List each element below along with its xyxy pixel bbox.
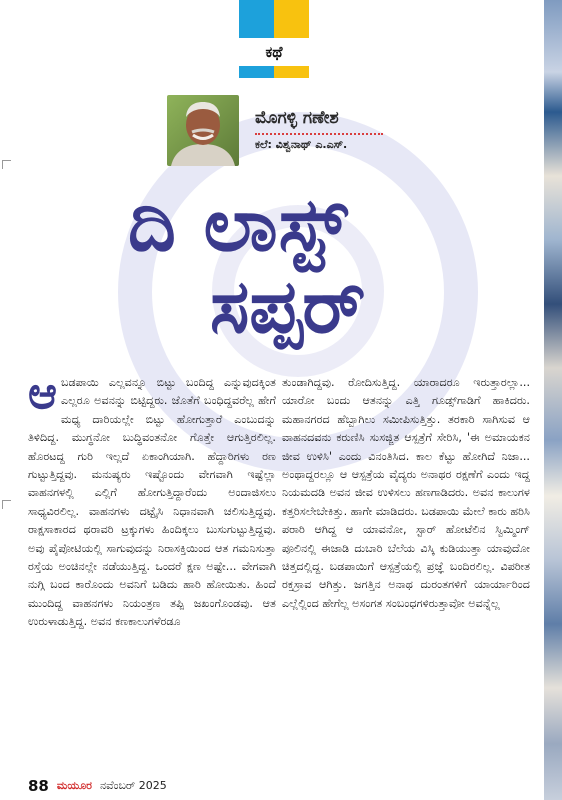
body-text-left: ಬಡಪಾಯಿ ಎಲ್ಲವನ್ನೂ ಬಿಟ್ಟು ಬಂದಿದ್ದ ಎನ್ನುವುದಕ್ಕಿಂತ ಎಲ್ಲರೂ ಅವನನ್ನು ಬಿಟ್ಟಿದ್ದರು. ಜೊತೆಗೆ ಬಂಧಿದ್ದವರೆಲ್ಲ ಹೇಗೆ ಮಧ್ಯ ದಾರಿಯಲ್ಲೇ ಬಿಟ್ಟು ಹೋಗುತ್ತಾರೆ ಎಂಬುದನ್ನು ತಿಳಿದಿದ್ದ. ಮುಗ್ಧನೋ ಬುದ್ಧಿವಂತನೋ ಗೊತ್ತೇ ಆಗುತ್ತಿರಲಿಲ್ಲ. ಹೊರಟದ್ದ ಗುರಿ ಇಲ್ಲದೆ ಏಕಾಂಗಿಯಾಗಿ. ಹೆದ್ದಾರಿಗಳು ರಣ ಗುಟ್ಟುತ್ತಿದ್ದವು. ಮನುಷ್ಯರು ಇಷ್ಟೊಂದು ವೇಗವಾಗಿ ಇಷ್ಟೆಲ್ಲಾ ವಾಹನಗಳಲ್ಲಿ ಎಲ್ಲಿಗೆ ಹೋಗುತ್ತಿದ್ದಾರೆಂದು ಅಂದಾಜಿಸಲು ಸಾಧ್ಯವಿರಲಿಲ್ಲ. ವಾಹನಗಳು ದಟ್ಟೈಸಿ ನಿಧಾನವಾಗಿ ಚಲಿಸುತ್ತಿದ್ದವು. ರಾಕ್ಷಸಾಕಾರದ ಥರಾವರಿ ಟ್ರಕ್ಕುಗಳು ಹಿಂದಿಕ್ಕಲು ಬುಸುಗುಟ್ಟುತ್ತಿದ್ದವು. ಅವು ಪೈಪೋಟಿಯಲ್ಲಿ ಸಾಗುವುದನ್ನು ನಿರಾಸಕ್ತಿಯಿಂದ ಆತ ಗಮನಿಸುತ್ತಾ ರಸ್ತೆಯ ಅಂಚಿನಲ್ಲೇ ನಡೆಯುತ್ತಿದ್ದ. ಒಂದರೆ ಕ್ಷಣ ಅಷ್ಟೇ... ವೇಗವಾಗಿ ನುಗ್ಗಿ ಬಂದ ಕಾರೊಂದು ಅವನಿಗೆ ಬಡಿದು ಹಾರಿ ಹೋಯಿತು. ಹಿಂದೆ ಮುಂದಿದ್ದ ವಾಹನಗಳು ನಿಯಂತ್ರಣ ತಪ್ಪಿ ಜಖಂಗೊಂಡವು. ಆತ ಉರುಳಾಡುತ್ತಿದ್ದ. ಅವನ ಕಣಕಾಲುಗಳೆರಡೂ [28, 376, 276, 629]
magazine-logo: ಮಯೂರ [56, 779, 92, 792]
section-tag-label: ಕಥೆ [265, 43, 283, 61]
story-title-line-1: ದಿ ಲಾಸ್ಟ್ [128, 182, 349, 268]
section-tag [239, 0, 309, 78]
author-name: ಮೊಗಳ್ಳಿ ಗಣೇಶ [255, 108, 339, 128]
section-tag-bottom-bar [239, 66, 309, 78]
page-footer [28, 777, 167, 795]
story-title-line-2: ಸಪ್ಪರ್ [210, 264, 366, 350]
adjacent-page-edge [544, 0, 562, 800]
byline-divider [255, 133, 383, 135]
issue-date: ನವೆಂಬರ್ 2025 [99, 779, 167, 792]
section-tag-top-bar [239, 0, 309, 38]
body-column-left [28, 374, 276, 772]
author-photo [167, 95, 239, 166]
art-credit: ಕಲೆ: ವಿಶ್ವನಾಥ್ ಎ.ಎಸ್. [255, 138, 348, 151]
body-text-right: ತುಂಡಾಗಿದ್ದವು. ರೋದಿಸುತ್ತಿದ್ದ. ಯಾರಾದರೂ ಇರುತ್ತಾರಲ್ಲಾ... ಯಾರೋ ಬಂದು ಆತನನ್ನು ಎತ್ತಿ ಗೂಡ್ಸ್‌ಗಾಡಿಗೆ ಹಾಕಿದರು. ಮಹಾನಗರದ ಹೆಬ್ಬಾಗಿಲು ಸಮೀಪಿಸುತ್ತಿತ್ತು. ತರಕಾರಿ ಸಾಗಿಸುವ ಆ ವಾಹನದವನು ಕರುಣಿಸಿ ಸುಸಜ್ಜಿತ ಆಸ್ಪತ್ರೆಗೆ ಸೇರಿಸಿ, 'ಈ ಅಮಾಯಕನ ಜೀವ ಉಳಿಸಿ' ಎಂದು ವಿನಂತಿಸಿದ. ಕಾಲ ಕೆಟ್ಟು ಹೋಗಿದೆ ನಿಜಾ... ಅಂಥಾದ್ದರಲ್ಲೂ ಆ ಆಸ್ಪತ್ರೆಯ ವೈದ್ಯರು ಅನಾಥರ ರಕ್ಷಣೆಗೆ ಎಂದು ಇದ್ದ ನಿಯಮದಡಿ ಅವನ ಜೀವ ಉಳಿಸಲು ಹಣಗಾಡಿದರು. ಅವನ ಕಾಲುಗಳ ಕತ್ತರಿಸಲೇಬೇಕಿತ್ತು. ಹಾಗೇ ಮಾಡಿದರು. ಬಡಪಾಯಿ ಮೇಲೆ ಕಾರು ಹರಿಸಿ ಪರಾರಿ ಆಗಿದ್ದ ಆ ಯಾವನೋ, ಸ್ಟಾರ್ ಹೋಟೆಲಿನ ಸ್ವಿಮ್ಮಿಂಗ್ ಪೂಲಿನಲ್ಲಿ ಈಜಾಡಿ ದುಬಾರಿ ಬೆಲೆಯ ವಿಸ್ಕಿ ಕುಡಿಯುತ್ತಾ ಯಾವುದೋ ಚಿತ್ತದಲ್ಲಿದ್ದ. ಬಡಪಾಯಿಗೆ ಆಸ್ಪತ್ರೆಯಲ್ಲಿ ಪ್ರಜ್ಞೆ ಬಂದಿರಲಿಲ್ಲ. ವಿಪರೀತ ರಕ್ತಸ್ರಾವ ಆಗಿತ್ತು. ಜಗತ್ತಿನ ಅನಾಥ ದುರಂತಗಳಿಗೆ ಯಾರ್ಯಾರಿಂದ ಎಲ್ಲೆಲ್ಲಿಂದ ಹೇಗೆಲ್ಲ ಅಸಂಗತ ಸಂಬಂಧಗಳಿರುತ್ತಾವೋ ಅವನ್ನೆಲ್ಲ [282, 376, 530, 610]
page-number: 88 [28, 777, 49, 795]
crop-mark-left-lower [2, 500, 11, 509]
crop-mark-left [2, 160, 11, 169]
section-tag-label-box [239, 38, 309, 66]
body-column-right [282, 374, 530, 772]
drop-cap: ಆ [28, 374, 58, 419]
